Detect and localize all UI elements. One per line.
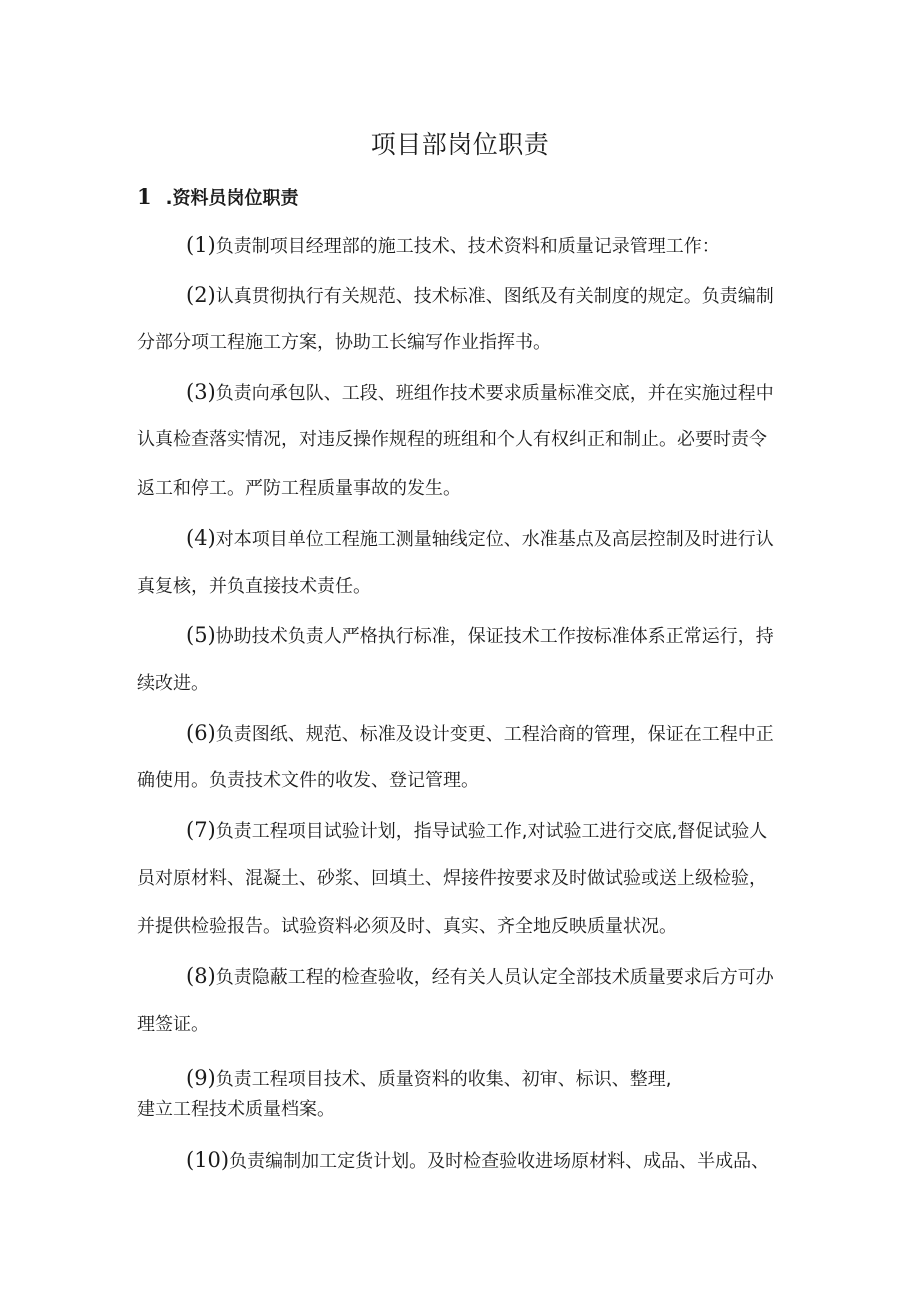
item-continuation: 并提供检验报告。试验资料必须及时、真实、齐全地反映质量状况。 [137, 916, 677, 937]
item-continuation: 分部分项工程施工方案，协助工长编写作业指挥书。 [137, 332, 551, 353]
list-item [186, 1146, 769, 1176]
item-text: 协助技术负责人严格执行标准，保证技术工作按标准体系正常运行，持 [215, 626, 774, 647]
page-title: 项目部岗位职责 [370, 130, 550, 159]
item-text: 负责工程项目技术、质量资料的收集、初审、标识、整理, [215, 1069, 672, 1090]
list-item [186, 962, 774, 992]
item-continuation: 理签证。 [137, 1014, 209, 1035]
section-number: 1 [137, 184, 152, 209]
list-item [186, 378, 774, 408]
item-continuation: 返工和停工。严防工程质量事故的发生。 [137, 478, 461, 499]
list-item [186, 524, 774, 554]
item-text: 负责制项目经理部的施工技术、技术资料和质量记录管理工作： [215, 236, 720, 257]
item-continuation: 续改进。 [137, 673, 209, 694]
item-text: 对本项目单位工程施工测量轴线定位、水准基点及高层控制及时进行认 [215, 529, 774, 550]
item-number: (3) [186, 380, 216, 404]
list-item [186, 231, 720, 261]
list-item [186, 816, 767, 846]
item-continuation: 建立工程技术质量档案。 [137, 1099, 335, 1120]
section-heading [137, 183, 298, 213]
list-item [186, 719, 774, 749]
item-text: 负责编制加工定货计划。及时检查验收进场原材料、成品、半成品、 [229, 1151, 770, 1172]
item-number: (8) [186, 964, 216, 988]
item-text: 认真贯彻执行有关规范、技术标准、图纸及有关制度的规定。负责编制 [215, 286, 774, 307]
item-number: (6) [186, 721, 216, 745]
item-continuation: 确使用。负责技术文件的收发、登记管理。 [137, 770, 479, 791]
list-item [186, 621, 774, 651]
list-item [186, 1064, 671, 1094]
item-number: (9) [186, 1066, 216, 1090]
item-number: (5) [186, 623, 216, 647]
item-number: (4) [186, 526, 216, 550]
item-continuation: 认真检查落实情况，对违反操作规程的班组和个人有权纠正和制止。必要时责令 [137, 429, 767, 450]
section-heading-text: .资料员岗位职责 [165, 188, 299, 209]
item-continuation: 员对原材料、混凝土、砂浆、回填土、焊接件按要求及时做试验或送上级检验， [137, 868, 767, 889]
item-text: 负责工程项目试验计划，指导试验工作,对试验工进行交底,督促试验人 [215, 821, 768, 842]
list-item [186, 281, 774, 311]
item-continuation: 真复核，并负直接技术责任。 [137, 576, 371, 597]
item-number: (1) [186, 233, 216, 257]
item-text: 负责图纸、规范、标准及设计变更、工程洽商的管理，保证在工程中正 [215, 724, 774, 745]
item-number: (7) [186, 818, 216, 842]
item-text: 负责隐蔽工程的检查验收，经有关人员认定全部技术质量要求后方可办 [215, 967, 774, 988]
item-number: (2) [186, 283, 216, 307]
item-number: (10) [186, 1148, 230, 1172]
item-text: 负责向承包队、工段、班组作技术要求质量标准交底，并在实施过程中 [215, 383, 774, 404]
